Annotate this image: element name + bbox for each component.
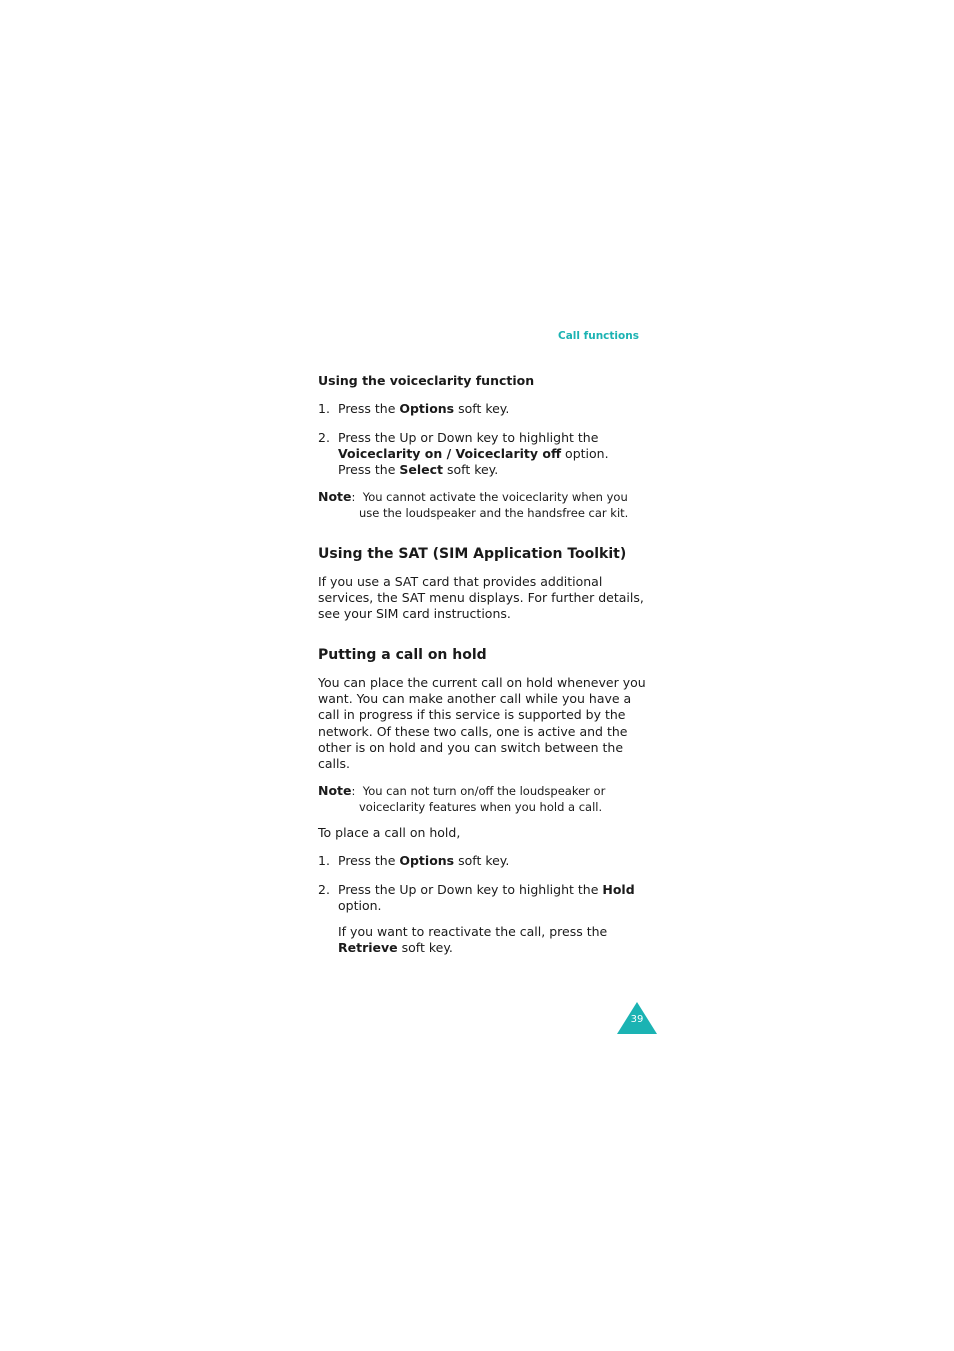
hold-paragraph: You can place the current call on hold whenever you want. You can make another call while you have a call in progress if this service is supported by the network. Of these two calls, one is active and the other is on hold and you can switch between the calls.: [318, 675, 646, 772]
step-number: 2.: [318, 882, 330, 897]
sat-paragraph: If you use a SAT card that provides additional services, the SAT menu displays. For further details, see your SIM card instructions.: [318, 574, 644, 622]
page-number: 39: [630, 1014, 644, 1025]
hold-note: Note: You can not turn on/off the loudspeaker or voiceclarity features when you hold a call.: [318, 783, 606, 815]
voiceclarity-step-2: Press the Up or Down key to highlight the Voiceclarity on / Voiceclarity off option. Press the Select soft key.: [338, 430, 609, 478]
voiceclarity-heading: Using the voiceclarity function: [318, 373, 535, 388]
step-number: 1.: [318, 401, 330, 416]
sat-heading: Using the SAT (SIM Application Toolkit): [318, 546, 627, 562]
hold-intro: To place a call on hold,: [318, 825, 461, 840]
voiceclarity-step-1: Press the Options soft key.: [338, 401, 510, 416]
hold-heading: Putting a call on hold: [318, 647, 487, 663]
hold-step-1: Press the Options soft key.: [338, 853, 510, 868]
retrieve-instruction: If you want to reactivate the call, press the Retrieve soft key.: [338, 924, 608, 956]
voiceclarity-note: Note: You cannot activate the voiceclarity when you use the loudspeaker and the handsfree car kit.: [318, 489, 629, 521]
running-head: Call functions: [558, 330, 639, 342]
step-number: 2.: [318, 430, 330, 445]
step-number: 1.: [318, 853, 330, 868]
hold-step-2: Press the Up or Down key to highlight the Hold option.: [338, 882, 635, 914]
